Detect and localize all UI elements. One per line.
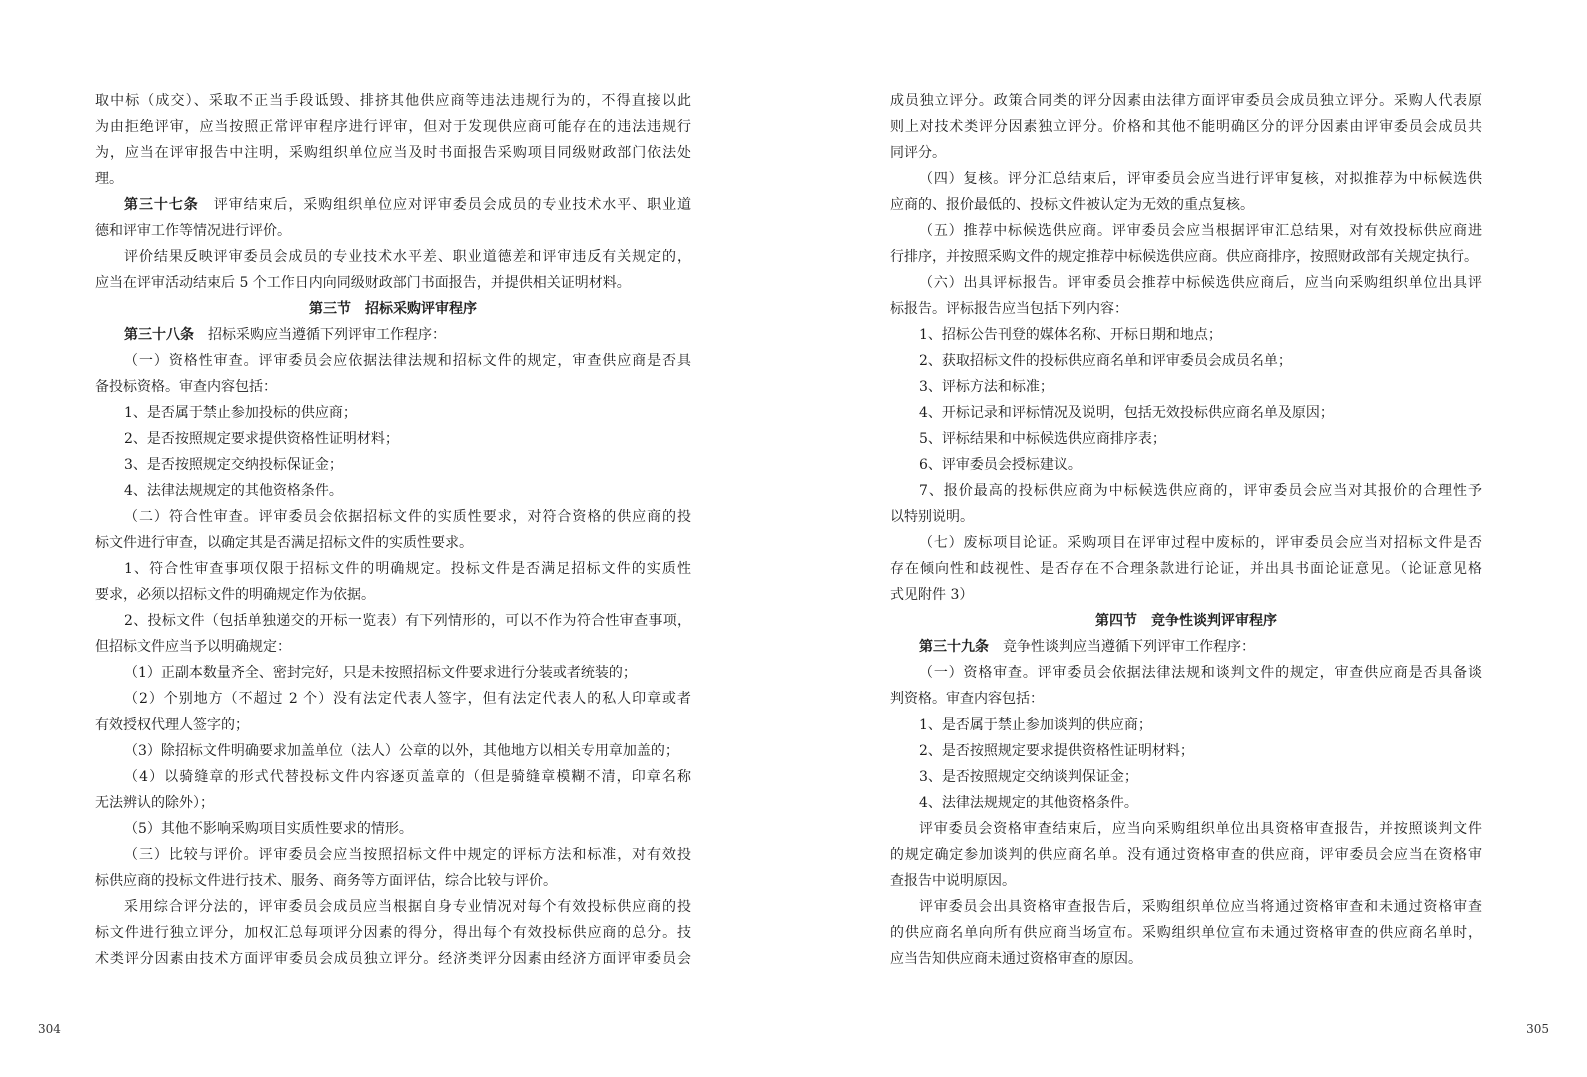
text-line: （六）出具评标报告。评审委员会推荐中标候选供应商后，应当向采购组织单位出具评 bbox=[919, 275, 1482, 291]
text-line: 应商的、报价最低的、投标文件被认定为无效的重点复核。 bbox=[890, 197, 1254, 213]
text-line: （七）废标项目论证。采购项目在评审过程中废标的，评审委员会应当对招标文件是否 bbox=[919, 535, 1482, 551]
text-line: （一）资格审查。评审委员会依据法律法规和谈判文件的规定，审查供应商是否具备谈 bbox=[919, 665, 1482, 681]
text-line: 为由拒绝评审，应当按照正常评审程序进行评审，但对于发现供应商可能存在的违法违规行 bbox=[95, 119, 691, 135]
text-line: 评审委员会出具资格审查报告后，采购组织单位应当将通过资格审查和未通过资格审查 bbox=[919, 899, 1482, 915]
text-line: 1、符合性审查事项仅限于招标文件的明确规定。投标文件是否满足招标文件的实质性 bbox=[124, 561, 691, 577]
article-text: 招标采购应当遵循下列评审工作程序： bbox=[208, 327, 446, 343]
article-number: 第三十八条 bbox=[124, 327, 194, 343]
article-text: 竞争性谈判应当遵循下列评审工作程序： bbox=[1003, 639, 1255, 655]
left-page-text bbox=[95, 88, 691, 972]
text-line: （5）其他不影响采购项目实质性要求的情形。 bbox=[124, 821, 413, 837]
text-line: 存在倾向性和歧视性、是否存在不合理条款进行论证，并出具书面论证意见。（论证意见格 bbox=[890, 561, 1482, 577]
text-line: 4、开标记录和评标情况及说明，包括无效投标供应商名单及原因； bbox=[919, 405, 1334, 421]
text-line: 以特别说明。 bbox=[890, 509, 974, 525]
text-line: 2、是否按照规定要求提供资格性证明材料； bbox=[919, 743, 1194, 759]
page-number: 304 bbox=[38, 1022, 61, 1036]
text-line: 2、投标文件（包括单独递交的开标一览表）有下列情形的，可以不作为符合性审查事项， bbox=[124, 613, 691, 629]
text-line: 有效授权代理人签字的； bbox=[95, 717, 249, 733]
text-line: 6、评审委员会授标建议。 bbox=[919, 457, 1082, 473]
text-line: 无法辨认的除外）； bbox=[95, 795, 214, 811]
text-line: 评价结果反映评审委员会成员的专业技术水平差、职业道德差和评审违反有关规定的， bbox=[124, 249, 691, 265]
text-line: 术类评分因素由技术方面评审委员会成员独立评分。经济类评分因素由经济方面评审委员会 bbox=[95, 951, 691, 967]
left-page bbox=[0, 0, 793, 1077]
text-line: （4）以骑缝章的形式代替投标文件内容逐页盖章的（但是骑缝章模糊不清，印章名称 bbox=[124, 769, 691, 785]
text-line: 的规定确定参加谈判的供应商名单。没有通过资格审查的供应商，评审委员会应当在资格审 bbox=[890, 847, 1482, 863]
text-line: 则上对技术类评分因素独立评分。价格和其他不能明确区分的评分因素由评审委员会成员共 bbox=[890, 119, 1482, 135]
article-number: 第三十九条 bbox=[919, 639, 989, 655]
section-heading: 第四节 竞争性谈判评审程序 bbox=[1095, 613, 1277, 629]
text-line: 的供应商名单向所有供应商当场宣布。采购组织单位宣布未通过资格审查的供应商名单时， bbox=[890, 925, 1482, 941]
text-line: （三）比较与评价。评审委员会应当按照招标文件中规定的评标方法和标准，对有效投 bbox=[124, 847, 691, 863]
text-line: 要求，必须以招标文件的明确规定作为依据。 bbox=[95, 587, 375, 603]
text-line: 标报告。评标报告应当包括下列内容： bbox=[890, 301, 1128, 317]
text-line: 标供应商的投标文件进行技术、服务、商务等方面评估，综合比较与评价。 bbox=[95, 873, 557, 889]
article-number: 第三十七条 bbox=[124, 197, 199, 213]
text-line: 应当在评审活动结束后 5 个工作日内向同级财政部门书面报告，并提供相关证明材料。 bbox=[95, 275, 631, 291]
text-line: 应当告知供应商未通过资格审查的原因。 bbox=[890, 951, 1142, 967]
page-number: 305 bbox=[1526, 1022, 1549, 1036]
section-heading: 第三节 招标采购评审程序 bbox=[309, 301, 477, 317]
text-line: 评审委员会资格审查结束后，应当向采购组织单位出具资格审查报告，并按照谈判文件 bbox=[919, 821, 1482, 837]
text-line: 但招标文件应当予以明确规定： bbox=[95, 639, 291, 655]
text-line: 判资格。审查内容包括： bbox=[890, 691, 1044, 707]
text-line: 5、评标结果和中标候选供应商排序表； bbox=[919, 431, 1166, 447]
text-line: 理。 bbox=[95, 171, 123, 187]
text-line: （四）复核。评分汇总结束后，评审委员会应当进行评审复核，对拟推荐为中标候选供 bbox=[919, 171, 1482, 187]
right-page bbox=[794, 0, 1587, 1077]
text-line: 行排序，并按照采购文件的规定推荐中标候选供应商。供应商排序，按照财政部有关规定执行。 bbox=[890, 249, 1478, 265]
text-line: 3、是否按照规定交纳谈判保证金； bbox=[919, 769, 1138, 785]
text-line: 1、是否属于禁止参加投标的供应商； bbox=[124, 405, 357, 421]
text-line: 查报告中说明原因。 bbox=[890, 873, 1016, 889]
right-page-text bbox=[890, 88, 1482, 972]
text-line: （五）推荐中标候选供应商。评审委员会应当根据评审汇总结果，对有效投标供应商进 bbox=[919, 223, 1482, 239]
text-line: （一）资格性审查。评审委员会应依据法律法规和招标文件的规定，审查供应商是否具 bbox=[124, 353, 691, 369]
text-line: 式见附件 3） bbox=[890, 587, 974, 603]
article-text: 评审结束后，采购组织单位应对评审委员会成员的专业技术水平、职业道 bbox=[213, 197, 691, 213]
text-line bbox=[95, 192, 691, 218]
text-line: 标文件进行审查，以确定其是否满足招标文件的实质性要求。 bbox=[95, 535, 473, 551]
text-line: 德和评审工作等情况进行评价。 bbox=[95, 223, 291, 239]
text-line bbox=[95, 322, 691, 348]
text-line: 3、评标方法和标准； bbox=[919, 379, 1054, 395]
text-line: （1）正副本数量齐全、密封完好，只是未按照招标文件要求进行分装或者统装的； bbox=[124, 665, 637, 681]
text-line: 备投标资格。审查内容包括： bbox=[95, 379, 277, 395]
text-line: 为，应当在评审报告中注明，采购组织单位应当及时书面报告采购项目同级财政部门依法处 bbox=[95, 145, 691, 161]
text-line: 1、招标公告刊登的媒体名称、开标日期和地点； bbox=[919, 327, 1222, 343]
text-line: 标文件进行独立评分，加权汇总每项评分因素的得分，得出每个有效投标供应商的总分。技 bbox=[95, 925, 691, 941]
text-line: 1、是否属于禁止参加谈判的供应商； bbox=[919, 717, 1152, 733]
text-line: （二）符合性审查。评审委员会依据招标文件的实质性要求，对符合资格的供应商的投 bbox=[124, 509, 691, 525]
text-line bbox=[890, 634, 1482, 660]
text-line: 3、是否按照规定交纳投标保证金； bbox=[124, 457, 343, 473]
text-line: 2、是否按照规定要求提供资格性证明材料； bbox=[124, 431, 399, 447]
text-line: （3）除招标文件明确要求加盖单位（法人）公章的以外，其他地方以相关专用章加盖的； bbox=[124, 743, 679, 759]
text-line: 4、法律法规规定的其他资格条件。 bbox=[919, 795, 1138, 811]
text-line: 成员独立评分。政策合同类的评分因素由法律方面评审委员会成员独立评分。采购人代表原 bbox=[890, 93, 1482, 109]
text-line: 7、报价最高的投标供应商为中标候选供应商的，评审委员会应当对其报价的合理性予 bbox=[919, 483, 1482, 499]
text-line: 同评分。 bbox=[890, 145, 946, 161]
text-line: 取中标（成交）、采取不正当手段诋毁、排挤其他供应商等违法违规行为的，不得直接以此 bbox=[95, 93, 691, 109]
text-line: 2、获取招标文件的投标供应商名单和评审委员会成员名单； bbox=[919, 353, 1292, 369]
text-line: （2）个别地方（不超过 2 个）没有法定代表人签字，但有法定代表人的私人印章或者 bbox=[124, 691, 691, 707]
text-line: 采用综合评分法的，评审委员会成员应当根据自身专业情况对每个有效投标供应商的投 bbox=[124, 899, 691, 915]
text-line: 4、法律法规规定的其他资格条件。 bbox=[124, 483, 343, 499]
